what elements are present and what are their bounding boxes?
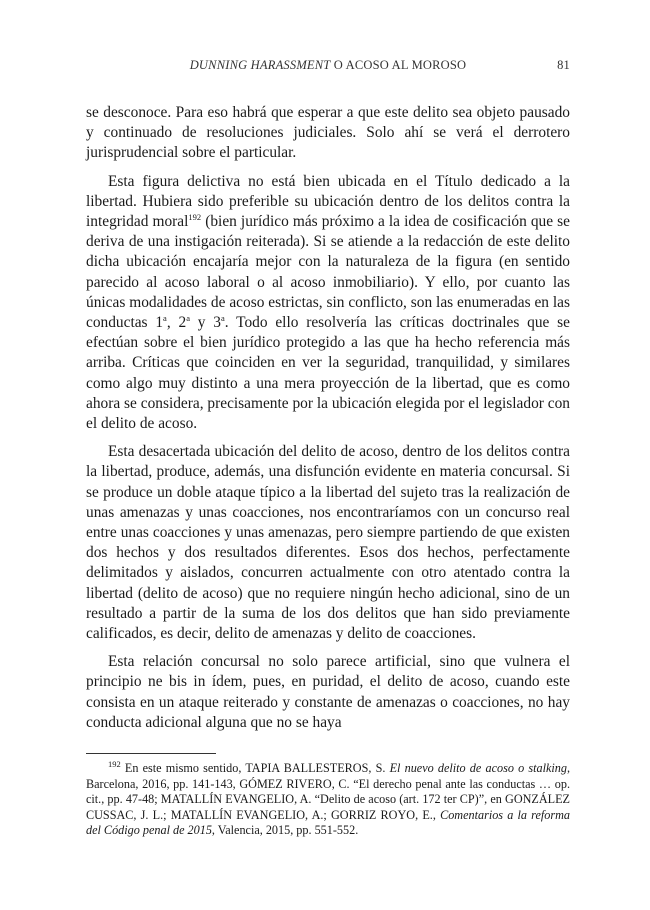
footnote-separator [86,753,216,754]
text-run: Esta figura delictiva no está bien ubicada en el Título dedicado a la libertad. Hubiera sido preferible su ubicación dentro de los delitos contra la integridad moral [86,172,570,231]
header-title-rest: O ACOSO AL MOROSO [330,58,467,72]
text-run: Esta relación concursal no solo parece artificial, sino que vulnera el principio ne bis in ídem, pues, en puridad, el delito de acoso, cuando este consista en un ataque reiterado y constante de amenazas o coacciones, no hay conducta adicional alguna que no se haya [86,653,570,731]
running-header-title [86,58,570,73]
header-title-italic: DUNNING HARASSMENT [189,58,331,72]
text-run: , 2 [166,314,187,332]
text-run: , Barcelona, 2016, pp. 141-143, GÓMEZ RIVERO, C. “El derecho penal ante las conductas … op. cit., pp. 47-48; MATALLÍN EVANGELIO, A. “Delito de acoso (art. 172 ter CP)”, en GONZÁLEZ CUSSAC, J. L.; MATALLÍN EVANGELIO, A.; GORRIZ ROYO, E., [86,761,570,822]
superscript: a [220,312,225,323]
text-run: , Valencia, 2015, pp. 551-552. [211,823,359,838]
superscript: 192 [108,758,121,769]
text-run: . Todo ello resolvería las críticas doctrinales que se efectúan sobre el bien jurídico protegido a las que ha hecho referencia más arriba. Críticas que coinciden en ver la seguridad, tranquilidad, y similares como algo muy distinto a una mera proyección de la libertad, que es como ahora se considera, precisamente por la ubicación elegida por el legislador con el delito de acoso. [86,314,570,433]
paragraph [86,652,570,733]
superscript: a [163,312,167,323]
text-run: se desconoce. Para eso habrá que esperar a que este delito sea objeto pausado y continuado de resoluciones judiciales. Solo ahí se verá el derrotero jurisprudencial sobre el particular. [86,104,570,162]
paragraph [86,172,570,435]
paragraph [86,103,570,164]
body-text [86,103,570,733]
running-header [86,58,570,76]
paragraph [86,442,570,644]
superscript: a [186,312,190,323]
text-run: En este mismo sentido, TAPIA BALLESTEROS, S. [120,761,390,775]
footnote [86,758,570,839]
italic-text: Comentarios a la reforma del Código penal de 2015 [86,807,570,838]
superscript: 192 [188,211,202,222]
text-run: (bien jurídico más próximo a la idea de cosificación que se deriva de una instigación reiterada). Si se atiende a la redacción de este delito dicha ubicación encajaría mejor con la naturaleza de la figura (en sentido parecido al acoso laboral o al acoso inmobiliario). Y ello, por cuanto las únicas modalidades de acoso estrictas, sin conflicto, son las enumeradas en las conductas 1 [86,213,570,332]
page-number: 81 [557,58,570,72]
italic-text: El nuevo delito de acoso o stalking [389,761,567,775]
text-run: y 3 [189,314,221,332]
text-run: Esta desacertada ubicación del delito de acoso, dentro de los delitos contra la libertad, produce, además, una disfunción evidente en materia concursal. Si se produce un doble ataque típico a la libertad del sujeto tras la realización de unas amenazas y unas coacciones, nos encontraríamos con un concurso real entre unas coacciones y unas amenazas, pero siempre partiendo de que existen dos hechos y dos resultados diferentes. Esos dos hechos, perfectamente delimitados y aislados, concurren actualmente con otro atentado contra la libertad (delito de acoso) que no requiere ningún hecho adicional, sino de un resultado a partir de la suma de los dos delitos que han sido previamente calificados, es decir, delito de amenazas y delito de coacciones. [86,443,570,643]
